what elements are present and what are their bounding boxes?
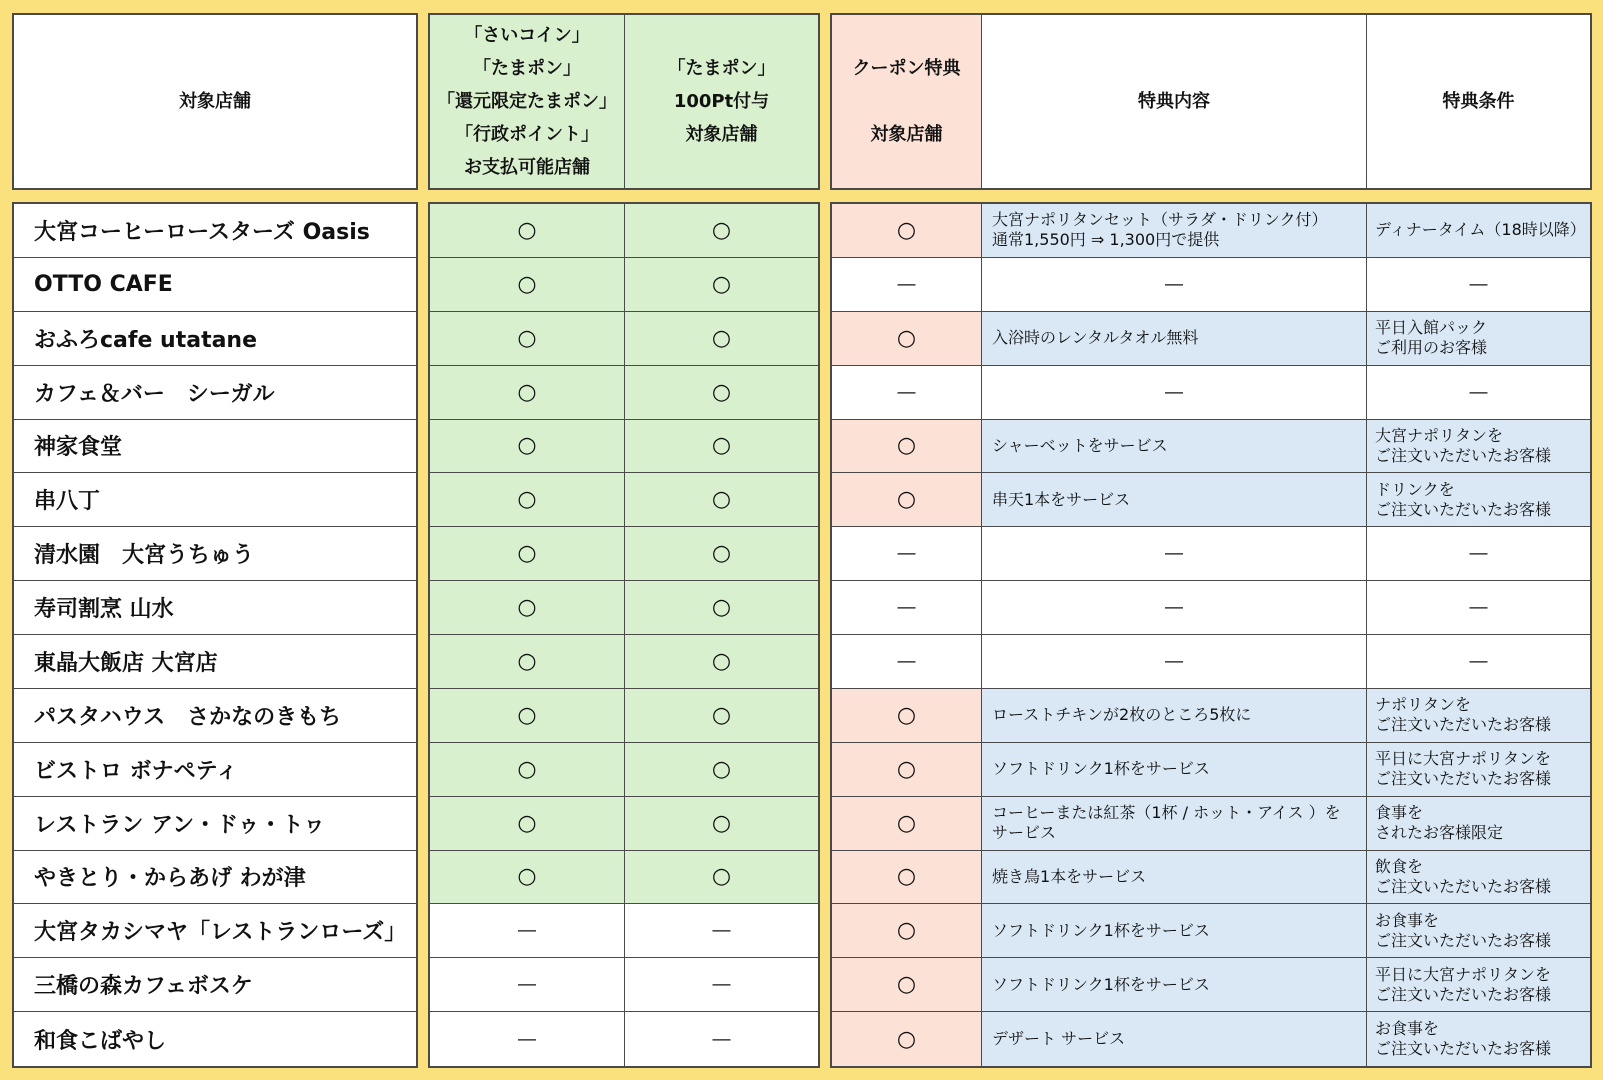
coupon-mark: ○	[832, 473, 982, 527]
coupon-mark: ○	[832, 958, 982, 1012]
condition-text: 平日に大宮ナポリタンを ご注文いただいたお客様	[1367, 958, 1590, 1012]
coupon-mark: ○	[832, 420, 982, 474]
points-mark: ○	[625, 204, 818, 258]
coupon-mark: ○	[832, 851, 982, 905]
condition-text: 大宮ナポリタンを ご注文いただいたお客様	[1367, 420, 1590, 474]
condition-text: ―	[1367, 527, 1590, 581]
points-mark: ○	[625, 851, 818, 905]
benefit-text: ―	[982, 366, 1367, 420]
benefit-text: 入浴時のレンタルタオル無料	[982, 312, 1367, 366]
header-points: 「たまポン」 100Pt付与 対象店舗	[625, 15, 818, 188]
benefit-text: ソフトドリンク1杯をサービス	[982, 958, 1367, 1012]
store-name: ビストロ ボナペティ	[14, 743, 416, 797]
points-mark: ―	[625, 1012, 818, 1066]
points-mark: ○	[625, 527, 818, 581]
store-name: カフェ＆バー シーガル	[14, 366, 416, 420]
coupon-mark: ○	[832, 797, 982, 851]
benefit-text: シャーベットをサービス	[982, 420, 1367, 474]
payment-mark: ○	[430, 527, 625, 581]
coupon-mark: ○	[832, 743, 982, 797]
payment-mark: ○	[430, 366, 625, 420]
condition-text: ―	[1367, 366, 1590, 420]
benefit-text: ローストチキンが2枚のところ5枚に	[982, 689, 1367, 743]
benefit-text: デザート サービス	[982, 1012, 1367, 1066]
store-name: 寿司割烹 山水	[14, 581, 416, 635]
condition-text: ドリンクを ご注文いただいたお客様	[1367, 473, 1590, 527]
coupon-mark: ―	[832, 527, 982, 581]
payment-mark: ―	[430, 904, 625, 958]
coupon-mark: ○	[832, 1012, 982, 1066]
header-coupon: クーポン特典 対象店舗	[832, 15, 982, 188]
payment-mark: ○	[430, 689, 625, 743]
benefit-text: ソフトドリンク1杯をサービス	[982, 743, 1367, 797]
store-name: パスタハウス さかなのきもち	[14, 689, 416, 743]
store-name: 東晶大飯店 大宮店	[14, 635, 416, 689]
store-name: レストラン アン・ドゥ・トヮ	[14, 797, 416, 851]
points-columns	[428, 202, 820, 1068]
store-column	[12, 202, 418, 1068]
payment-mark: ―	[430, 1012, 625, 1066]
store-name: やきとり・からあげ わが津	[14, 851, 416, 905]
header-store-block	[12, 13, 418, 190]
condition-text: ―	[1367, 635, 1590, 689]
benefit-text: コーヒーまたは紅茶（1杯 / ホット・アイス ）を サービス	[982, 797, 1367, 851]
coupon-mark: ―	[832, 635, 982, 689]
payment-mark: ○	[430, 581, 625, 635]
coupon-mark: ○	[832, 689, 982, 743]
header-payment: 「さいコイン」 「たまポン」 「還元限定たまポン」 「行政ポイント」 お支払可能店舗	[430, 15, 625, 188]
payment-mark: ○	[430, 473, 625, 527]
store-name: 大宮コーヒーロースターズ Oasis	[14, 204, 416, 258]
store-name: 神家食堂	[14, 420, 416, 474]
payment-mark: ○	[430, 258, 625, 312]
benefit-text: ―	[982, 258, 1367, 312]
condition-text: 平日に大宮ナポリタンを ご注文いただいたお客様	[1367, 743, 1590, 797]
benefit-text: 大宮ナポリタンセット（サラダ・ドリンク付） 通常1,550円 ⇒ 1,300円で提供	[982, 204, 1367, 258]
payment-mark: ○	[430, 312, 625, 366]
points-mark: ○	[625, 258, 818, 312]
condition-text: ディナータイム（18時以降）	[1367, 204, 1590, 258]
store-name: 大宮タカシマヤ「レストランローズ」	[14, 904, 416, 958]
payment-mark: ○	[430, 204, 625, 258]
condition-text: ―	[1367, 258, 1590, 312]
condition-text: お食事を ご注文いただいたお客様	[1367, 1012, 1590, 1066]
points-mark: ○	[625, 635, 818, 689]
points-mark: ○	[625, 420, 818, 474]
header-benefit: 特典内容	[982, 15, 1367, 188]
payment-mark: ○	[430, 420, 625, 474]
coupon-columns	[830, 202, 1592, 1068]
points-mark: ○	[625, 689, 818, 743]
header-points-block	[428, 13, 820, 190]
coupon-mark: ―	[832, 366, 982, 420]
condition-text: 食事を されたお客様限定	[1367, 797, 1590, 851]
store-name: OTTO CAFE	[14, 258, 416, 312]
condition-text: 飲食を ご注文いただいたお客様	[1367, 851, 1590, 905]
condition-text: 平日入館パック ご利用のお客様	[1367, 312, 1590, 366]
payment-mark: ○	[430, 743, 625, 797]
store-name: 和食こばやし	[34, 1028, 167, 1054]
coupon-mark: ○	[832, 312, 982, 366]
points-mark: ―	[625, 958, 818, 1012]
condition-text: お食事を ご注文いただいたお客様	[1367, 904, 1590, 958]
store-name: 清水園 大宮うちゅう	[14, 527, 416, 581]
coupon-mark: ―	[832, 258, 982, 312]
benefit-text: ―	[982, 527, 1367, 581]
payment-mark: ○	[430, 797, 625, 851]
condition-text: ナポリタンを ご注文いただいたお客様	[1367, 689, 1590, 743]
store-name: 串八丁	[14, 473, 416, 527]
coupon-mark: ○	[832, 204, 982, 258]
benefit-text: ソフトドリンク1杯をサービス	[982, 904, 1367, 958]
payment-mark: ―	[430, 958, 625, 1012]
points-mark: ○	[625, 312, 818, 366]
coupon-mark: ○	[832, 904, 982, 958]
header-condition: 特典条件	[1442, 91, 1515, 112]
header-coupon-block	[830, 13, 1592, 190]
points-mark: ○	[625, 743, 818, 797]
coupon-mark: ―	[832, 581, 982, 635]
benefit-text: ―	[982, 635, 1367, 689]
benefit-text: ―	[982, 581, 1367, 635]
condition-text: ―	[1367, 581, 1590, 635]
points-mark: ○	[625, 797, 818, 851]
points-mark: ○	[625, 473, 818, 527]
payment-mark: ○	[430, 635, 625, 689]
benefit-text: 串天1本をサービス	[982, 473, 1367, 527]
points-mark: ―	[625, 904, 818, 958]
benefit-text: 焼き鳥1本をサービス	[982, 851, 1367, 905]
store-name: おふろcafe utatane	[14, 312, 416, 366]
store-name: 三橋の森カフェボスケ	[14, 958, 416, 1012]
points-mark: ○	[625, 366, 818, 420]
points-mark: ○	[625, 581, 818, 635]
header-store: 対象店舗	[179, 91, 251, 112]
payment-mark: ○	[430, 851, 625, 905]
